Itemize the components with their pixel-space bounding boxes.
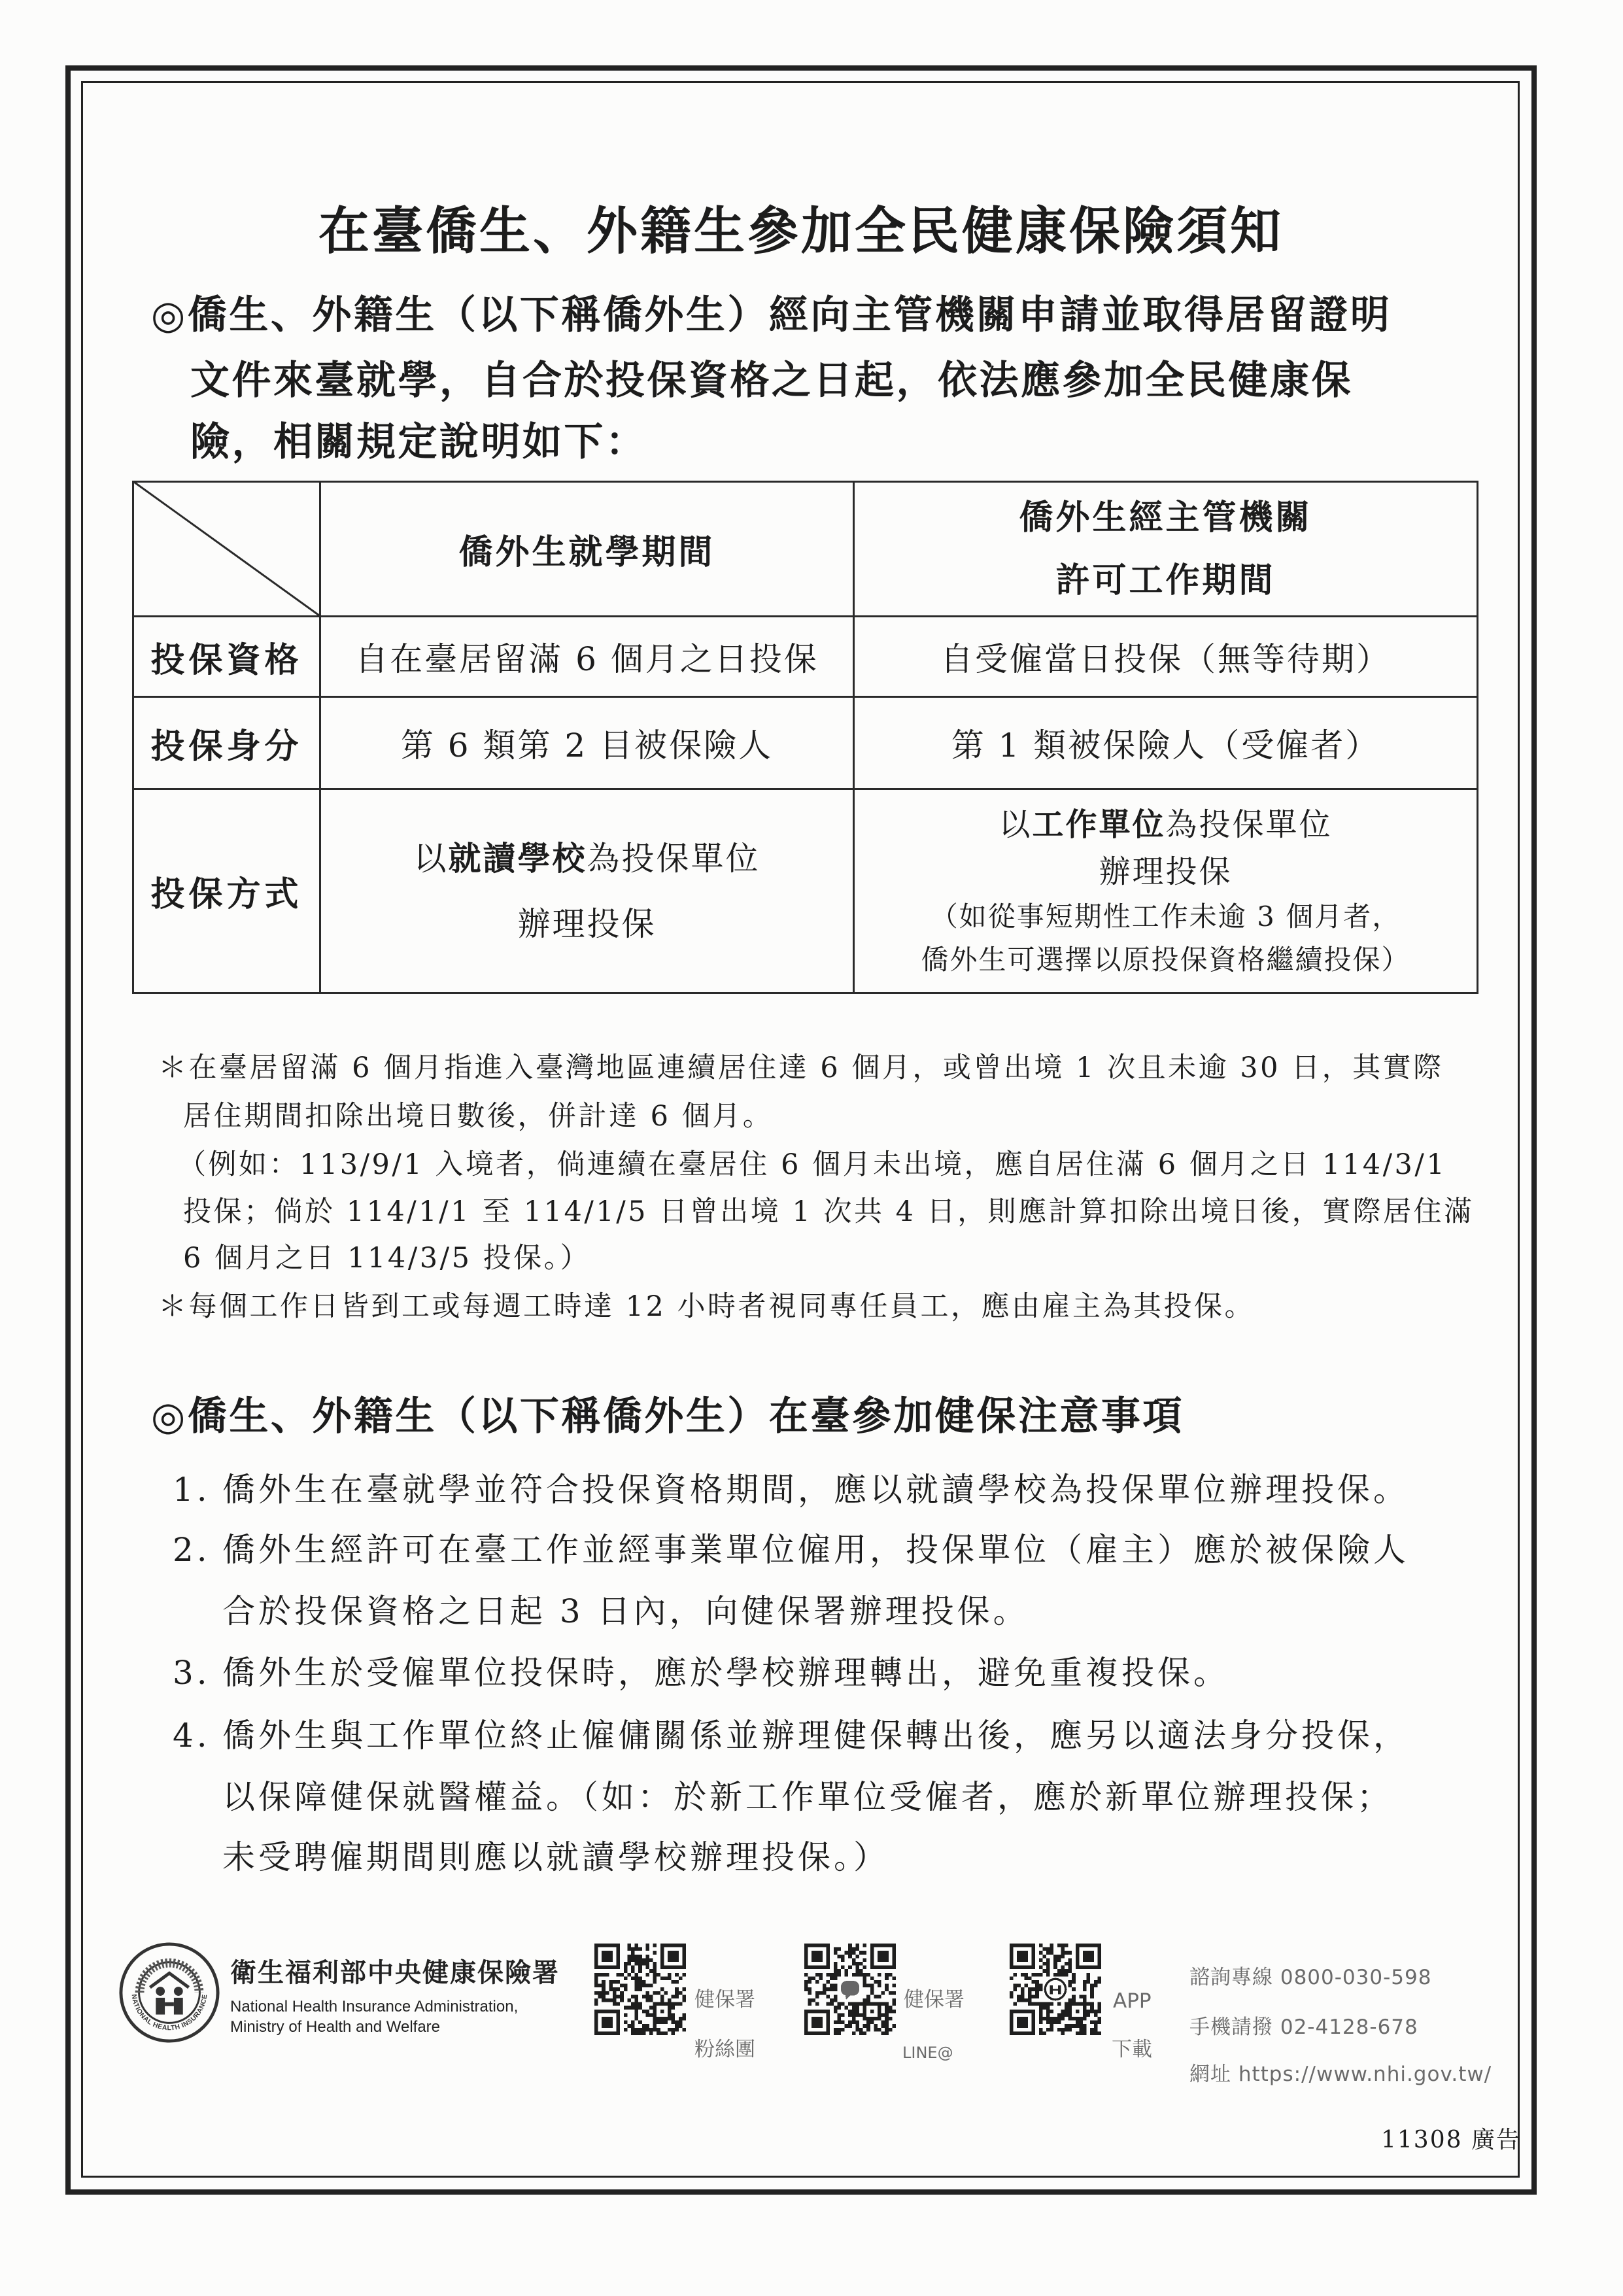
cell-study: 自在臺居留滿 6 個月之日投保	[320, 617, 854, 697]
intro-line: 險，相關規定說明如下：	[190, 419, 647, 465]
table-header-row	[133, 482, 1478, 617]
cell-work: 自受僱當日投保（無等待期）	[854, 617, 1478, 697]
app-logo-mark	[1050, 1985, 1061, 1994]
cell-study: 第 6 類第 2 目被保險人	[320, 697, 854, 789]
text-part: 以	[999, 806, 1033, 843]
qr-label: 下載	[1112, 2038, 1152, 2061]
agency-name-zh: 衛生福利部中央健康保險署	[230, 1958, 560, 1988]
table-row	[133, 617, 1478, 697]
contact-website: 網址 https://www.nhi.gov.tw/	[1189, 2063, 1492, 2086]
cell-note-line: 僑外生可選擇以原投保資格繼續投保）	[921, 943, 1410, 976]
qr-label: 健保署	[694, 1988, 755, 2012]
agency-name-en: National Health Insurance Administration,	[230, 1998, 519, 2015]
page-title: 在臺僑生、外籍生參加全民健康保險須知	[318, 201, 1284, 261]
section-heading: ◎僑生、外籍生（以下稱僑外生）在臺參加健保注意事項	[151, 1394, 1184, 1439]
qr-label: 健保署	[904, 1988, 965, 2012]
header-work-period	[854, 482, 1478, 617]
list-text: 僑外生與工作單位終止僱傭關係並辦理健保轉出後，應另以適法身分投保，	[222, 1717, 1409, 1755]
list-number: 4.	[173, 1717, 211, 1755]
note-line: 6 個月之日 114/3/5 投保。）	[183, 1242, 591, 1275]
header-work-label-line: 許可工作期間	[1055, 560, 1276, 600]
emphasis-text: 工作單位	[1032, 806, 1166, 843]
cell-line: 辦理投保	[1099, 853, 1233, 890]
table-row	[133, 789, 1478, 993]
insurance-table-grid	[132, 481, 1478, 994]
note-line: （例如：113/9/1 入境者，倘連續在臺居住 6 個月未出境，應自居住滿 6 個月之日 114/3/1	[178, 1148, 1447, 1181]
logo-text: NATIONAL HEALTH INSURANCE	[129, 1993, 209, 2032]
cell-work: 第 1 類被保險人（受僱者）	[854, 697, 1478, 789]
list-number: 1.	[173, 1471, 211, 1509]
list-number: 3.	[173, 1654, 211, 1692]
row-label: 投保方式	[133, 789, 320, 993]
cell-line: 辦理投保	[517, 904, 657, 943]
intro-line: ◎僑生、外籍生（以下稱僑外生）經向主管機關申請並取得居留證明	[151, 292, 1392, 338]
text-part: 為投保單位	[1165, 806, 1333, 843]
list-text: 以保障健保就醫權益。（如：於新工作單位受僱者，應於新單位辦理投保；	[222, 1778, 1393, 1816]
qr-label: APP	[1113, 1989, 1152, 2013]
cell-line	[321, 826, 853, 891]
emphasis-text: 就讀學校	[448, 838, 587, 878]
qr-code-icon	[594, 1944, 686, 2035]
nhi-logo	[118, 1941, 221, 2044]
header-study-period	[320, 482, 854, 617]
qr-modules	[594, 1944, 686, 2035]
text-part: 以	[413, 839, 449, 878]
list-number: 2.	[173, 1531, 211, 1569]
table-row	[133, 697, 1478, 789]
ad-code: 11308 廣告	[1381, 2127, 1521, 2153]
list-text: 僑外生經許可在臺工作並經事業單位僱用，投保單位（雇主）應於被保險人	[222, 1531, 1409, 1569]
header-study-label: 僑外生就學期間	[458, 532, 715, 572]
qr-code-app-icon	[1010, 1944, 1101, 2035]
insurance-table	[132, 481, 1477, 992]
agency-name-en: Ministry of Health and Welfare	[230, 2018, 441, 2036]
svg-text:NATIONAL HEALTH INSURANCE	[130, 1994, 209, 2032]
intro-line: 文件來臺就學，自合於投保資格之日起，依法應參加全民健康保	[190, 358, 1353, 403]
cell-line	[855, 801, 1477, 848]
row-label: 投保身分	[133, 697, 320, 789]
contact-hotline: 諮詢專線 0800-030-598	[1189, 1966, 1432, 1989]
note-line: 投保；倘於 114/1/1 至 114/1/5 日曾出境 1 次共 4 日，則應計算扣除出境日後，實際居住滿	[183, 1195, 1475, 1228]
row-label: 投保資格	[133, 617, 320, 697]
cell-note-line: （如從事短期性工作未逾 3 個月者，	[930, 900, 1401, 933]
line-logo-tail	[846, 1995, 851, 1999]
list-text: 未受聘僱期間則應以就讀學校辦理投保。）	[222, 1838, 889, 1876]
note-line: 居住期間扣除出境日數後，併計達 6 個月。	[183, 1100, 774, 1133]
qr-label: LINE@	[902, 2044, 953, 2062]
note-line: ＊每個工作日皆到工或每週工時達 12 小時者視同專任員工，應由雇主為其投保。	[158, 1290, 1256, 1323]
qr-label: 粉絲團	[694, 2038, 755, 2061]
cell-work	[854, 789, 1478, 993]
header-work-label-line: 僑外生經主管機關	[1019, 497, 1312, 538]
text-part: 為投保單位	[587, 839, 760, 878]
list-text: 僑外生於受僱單位投保時，應於學校辦理轉出，避免重複投保。	[222, 1654, 1229, 1692]
qr-code-line-icon	[804, 1944, 896, 2035]
contact-mobile: 手機請撥 02-4128-678	[1189, 2015, 1418, 2039]
line-logo-icon	[841, 1981, 859, 1995]
note-line: ＊在臺居留滿 6 個月指進入臺灣地區連續居住達 6 個月，或曾出境 1 次且未逾 30 日，其實際	[158, 1052, 1444, 1084]
cell-study	[320, 789, 854, 993]
list-text: 僑外生在臺就學並符合投保資格期間，應以就讀學校為投保單位辦理投保。	[222, 1471, 1409, 1509]
corner-cell	[133, 482, 320, 617]
list-text: 合於投保資格之日起 3 日內，向健保署辦理投保。	[222, 1592, 1029, 1630]
